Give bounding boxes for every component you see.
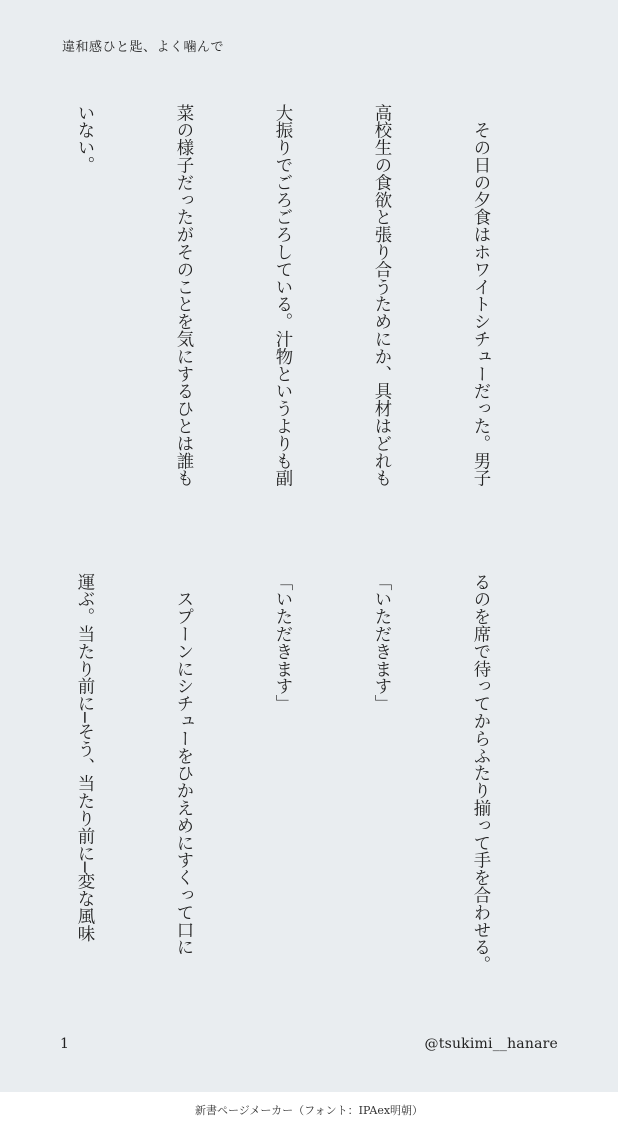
text-line: 「いただきます」 xyxy=(272,573,292,713)
author-handle: @tsukimi__hanare xyxy=(424,1036,558,1052)
text-line: 高校生の食欲と張り合うためにか、具材はどれも xyxy=(371,104,391,487)
text-line: いない。 xyxy=(74,104,94,174)
text-block-top xyxy=(62,104,562,524)
text-line: スプーンにシチューをひかえめにすくって口に xyxy=(173,573,193,956)
text-block-bottom xyxy=(62,573,562,993)
text-line: その日の夕食はホワイトシチューだった。男子 xyxy=(470,104,490,487)
chapter-title: 違和感ひと匙、よく噛んで xyxy=(62,40,225,55)
text-line: 大振りでごろごろしている。汁物というよりも副 xyxy=(272,104,292,487)
generator-credit: 新書ページメーカー（フォント：IPAex明朝） xyxy=(194,1104,424,1117)
text-line: 菜の様子だったがそのことを気にするひとは誰も xyxy=(173,104,193,487)
page-number: 1 xyxy=(60,1036,69,1052)
text-line: るのを席で待ってからふたり揃って手を合わせる。 xyxy=(470,573,490,974)
text-line: 運ぶ。当たり前に─そう、当たり前に─変な風味 xyxy=(74,573,94,942)
text-line: 「いただきます」 xyxy=(371,573,391,713)
